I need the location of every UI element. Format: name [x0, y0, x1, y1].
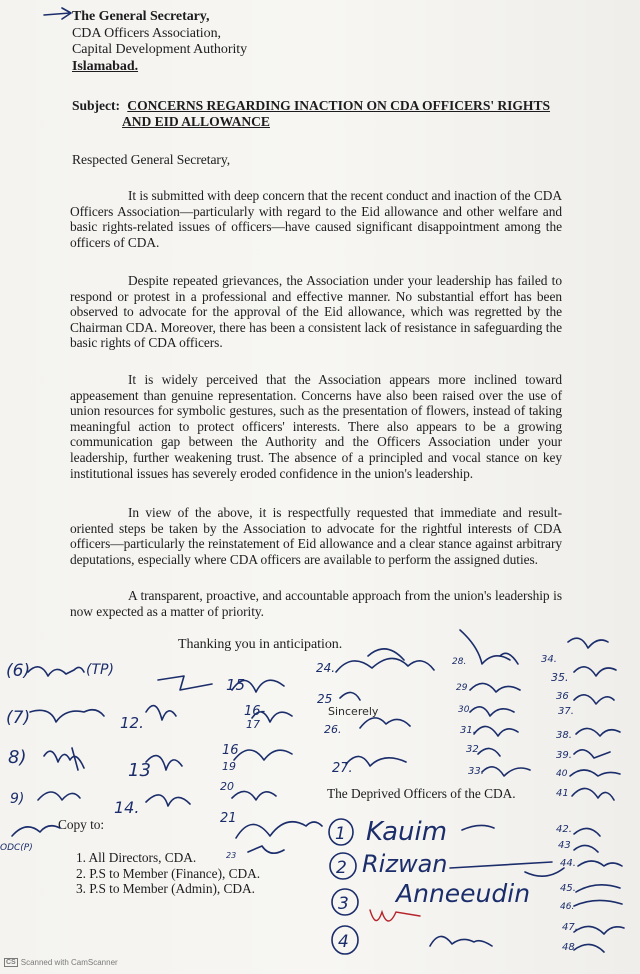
- hw-number: 37.: [558, 706, 574, 717]
- hw-number: 8): [8, 747, 27, 768]
- hw-number: 39.: [556, 750, 572, 761]
- hw-number: 44.: [560, 858, 576, 869]
- addressee-authority: Capital Development Authority: [72, 42, 248, 58]
- hw-number: 15: [226, 676, 246, 694]
- hw-circled-number: 4: [338, 932, 349, 952]
- hw-circled-number: 2: [336, 858, 347, 878]
- hw-number: 20: [220, 780, 234, 793]
- hw-number: 13: [128, 760, 151, 781]
- hw-number: 27.: [332, 761, 353, 776]
- hw-number: (6): [6, 661, 31, 681]
- signature-scribbles: [12, 630, 624, 952]
- hw-number: 12.: [120, 714, 144, 732]
- hw-number: 41: [556, 788, 569, 799]
- closing-signatory: The Deprived Officers of the CDA.: [327, 786, 516, 801]
- hw-number: 25: [317, 692, 333, 706]
- hw-number: (7): [6, 708, 31, 728]
- hw-number: 19: [222, 760, 236, 773]
- body-paragraph: In view of the above, it is respectfully requested that immediate and result-oriented steps be taken by the Association to advocate for the rightful interests of CDA officers—particularly the reinstatement of Eid allowance and a clear stance against arbitrary deputations, especially where CDA officers are available to perform the assigned duties.: [70, 505, 562, 567]
- hw-number: 34.: [541, 654, 557, 665]
- hw-number: 23: [226, 851, 237, 860]
- hw-number: 48: [562, 942, 575, 953]
- salutation: Respected General Secretary,: [72, 152, 231, 167]
- body-paragraph: Despite repeated grievances, the Association under your leadership has failed to respond or protest in a professional and effective manner. No substantial effort has been observed to advocate for the approval of the Eid allowance, which was regretted by the Chairman CDA. Moreover, there has been a consistent lack of resistance in safeguarding the basic rights of CDA officers.: [70, 273, 562, 351]
- addressee-title: The General Secretary,: [72, 9, 210, 24]
- closing-thanks: Thanking you in anticipation.: [178, 637, 343, 652]
- subject-title-line2: AND EID ALLOWANCE: [122, 114, 270, 130]
- hw-number: 38.: [556, 730, 572, 741]
- camscanner-badge: CS: [6, 959, 16, 966]
- hw-number: 47.: [562, 922, 578, 933]
- body-paragraph: A transparent, proactive, and accountable approach from the union's leadership is now expected as a matter of priority.: [70, 588, 562, 619]
- hw-circled-number: 1: [335, 824, 346, 844]
- hw-number: ODC(P): [0, 843, 33, 853]
- hw-number: 46.: [560, 902, 575, 912]
- hw-number: 16-: [244, 704, 266, 719]
- copy-to-item: 3. P.S to Member (Admin), CDA.: [76, 881, 255, 896]
- hw-number: 42.: [556, 824, 572, 835]
- camscanner-text: Scanned with CamScanner: [20, 958, 118, 967]
- subject-title-line1: CONCERNS REGARDING INACTION ON CDA OFFICERS' RIGHTS: [127, 98, 550, 113]
- hw-number: 35.: [551, 671, 569, 684]
- subject-line: [72, 98, 550, 130]
- addressee-org: CDA Officers Association,: [72, 25, 221, 41]
- hw-circled-number: 3: [338, 894, 349, 914]
- hw-number: 21: [220, 811, 237, 826]
- hw-number: 29: [456, 683, 468, 693]
- hw-number: 17: [246, 718, 260, 731]
- hw-name-rizwan: Rizwan: [362, 850, 448, 878]
- hw-number: 32: [466, 744, 479, 755]
- circled-entries: [329, 817, 564, 954]
- hw-number: 28.: [452, 657, 467, 667]
- addressee-block: [72, 9, 247, 75]
- hw-number: (TP): [86, 662, 114, 678]
- hw-number: 33.: [468, 766, 484, 777]
- addressee-city: Islamabad.: [72, 58, 139, 74]
- subject-label: Subject:: [72, 98, 120, 113]
- hw-number: 36: [556, 691, 569, 702]
- hw-number: 45.: [560, 883, 576, 894]
- scanner-footer: [4, 958, 118, 967]
- hw-number: 9): [10, 791, 25, 807]
- copy-to-label: Copy to:: [58, 817, 105, 832]
- hw-number: 43: [558, 840, 571, 851]
- hw-number: 31.: [460, 725, 476, 736]
- hw-number: 40: [556, 769, 568, 779]
- body-paragraph: It is submitted with deep concern that the recent conduct and inaction of the CDA Officers Association—particularly with regard to the Eid allowance and other welfare and basic rights-related issues of officers—have caused significant disappointment among the officers of CDA.: [70, 188, 562, 250]
- hw-name-kaurim: Kauim: [366, 817, 448, 847]
- copy-to-item: 2. P.S to Member (Finance), CDA.: [76, 865, 260, 881]
- hw-number: 24.: [316, 661, 336, 675]
- arrow-pen-mark: [44, 8, 71, 19]
- hw-number: 16: [222, 743, 239, 758]
- hw-number: 14.: [114, 798, 140, 817]
- hw-number: 30: [458, 705, 470, 715]
- hw-sincerely: Sincerely: [328, 705, 379, 718]
- copy-to-list: [76, 850, 260, 897]
- copy-to-item: 1. All Directors, CDA.: [76, 850, 197, 865]
- body-paragraph: It is widely perceived that the Association appears more inclined toward appeasement than genuine representation. Concerns have also been raised over the use of union resources for symbolic gestures, such as the presentation of flowers, instead of taking meaningful action to protect officers' interests. There also appears to be a growing communication gap between the Authority and the Officers Association under your leadership, further weakening trust. The absence of a principled and vocal stance on key institutional issues has severely eroded confidence in the union's leadership.: [70, 372, 562, 481]
- hw-name-anneeudin: Anneeudin: [396, 879, 531, 908]
- hw-number: 26.: [324, 723, 342, 736]
